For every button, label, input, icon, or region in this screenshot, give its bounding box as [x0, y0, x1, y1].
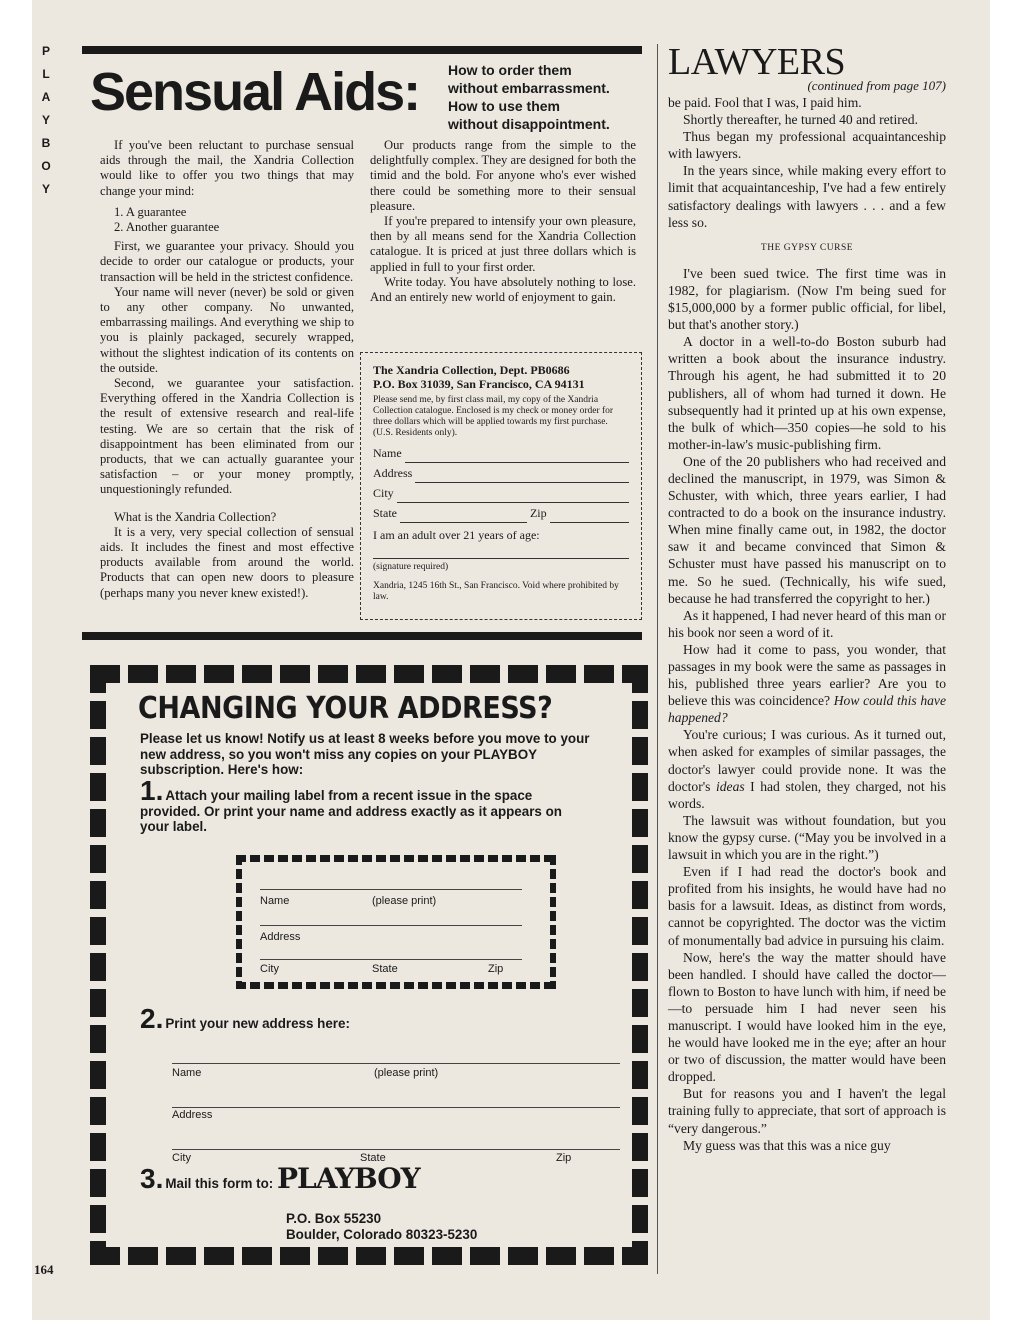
- step-number: 1.: [140, 775, 164, 806]
- coupon-address-line: The Xandria Collection, Dept. PB0686: [373, 363, 570, 377]
- border-bottom: [90, 1247, 648, 1265]
- coupon-city-field[interactable]: [373, 483, 629, 503]
- step-number: 2.: [140, 1003, 164, 1034]
- border-left: [90, 665, 106, 1265]
- label-city: City: [260, 963, 279, 975]
- label-zip: Zip: [488, 963, 504, 975]
- ad-title: Sensual Aids:: [90, 62, 420, 122]
- step-text: Attach your mailing label from a recent issue in the space provided. Or print your name and address exactly as it appears on your label.: [140, 788, 562, 834]
- step-text: Mail this form to:: [165, 1176, 274, 1191]
- article-paragraph: Thus began my professional acquaintanceship with lawyers.: [668, 129, 946, 162]
- article-paragraph: [668, 726, 946, 811]
- change-address-form: [90, 665, 648, 1265]
- page-number: 164: [34, 1262, 54, 1277]
- new-label-state: State: [360, 1152, 386, 1164]
- step-3: [140, 1162, 592, 1195]
- article-paragraph: Now, here's the way the matter should have been handled. I should have called the doctor—flown to Boston to have lunch with him, if need be—to persuade him I had never seen his manuscript. I would have looked him in the eye, he would have looked me in the eye; after an hour or two of discussion, the matter would have been dropped.: [668, 949, 946, 1085]
- new-address-line[interactable]: [172, 1107, 620, 1108]
- new-label-city: City: [172, 1152, 191, 1164]
- masthead-vertical: [40, 40, 52, 201]
- article-paragraph: As it happened, I had never heard of this man or his book nor seen a word of it.: [668, 607, 946, 640]
- label-border-left: [236, 855, 242, 989]
- article-paragraph: In the years since, while making every effort to limit that acquaintanceship, I've had a few entirely satisfactory dealings with lawyers . . . and a few less so.: [668, 163, 946, 230]
- new-label-please-print: (please print): [374, 1067, 439, 1079]
- article-paragraph: A doctor in a well-to-do Boston suburb had written a book about the insurance industry. Through his agent, he had submitted it to 20 publishers, all of whom had turned it down. He subsequently had it printed up at his own expense, the bulk of which—350 copies—he sold to his mother-in-law's music-publishing firm.: [668, 334, 946, 452]
- label-border-right: [550, 855, 556, 989]
- ad-bottom-rule: [82, 632, 642, 640]
- playboy-logo: PLAYBOY: [276, 1162, 420, 1195]
- field-label: Name: [373, 446, 402, 460]
- article-title: LAWYERS: [668, 41, 846, 83]
- step-2: [140, 1003, 592, 1034]
- ad-list-item: 1. A guarantee: [114, 204, 187, 219]
- article-paragraph: [668, 641, 946, 726]
- ad-subtitle-line: How to order them: [448, 62, 572, 78]
- ad-paragraph: Your name will never (never) be sold or given to any other company. No unwanted, embarrassing mailings. And everything we ship to you is plainly packaged, securely wrapped, without the slightest indication of its contents on the outside.: [100, 284, 354, 375]
- label-please-print: (please print): [372, 895, 437, 907]
- coupon-adult-line: [373, 525, 629, 545]
- label-border-top: [236, 855, 556, 862]
- ad-paragraph: Second, we guarantee your satisfaction. Everything offered in the Xandria Collection is the result of extensive research and real-life testing. We are so certain that the risk of disappointment has been eliminated from our products, that we can actually guarantee your satisfaction – or your money promptly, unquestioningly refunded.: [100, 376, 354, 497]
- mast-letter: B: [41, 136, 51, 150]
- article-paragraph: Shortly thereafter, he turned 40 and retired.: [683, 112, 918, 128]
- mast-letter: Y: [41, 182, 50, 196]
- mail-pobox: P.O. Box 55230: [286, 1211, 382, 1226]
- coupon-address-field[interactable]: [373, 463, 629, 483]
- mast-letter: P: [41, 44, 50, 58]
- ad-column-2: [370, 138, 636, 305]
- magazine-page: [32, 0, 990, 1320]
- mast-letter: A: [41, 90, 51, 104]
- order-coupon[interactable]: [360, 352, 642, 620]
- border-right: [632, 665, 648, 1265]
- coupon-address-line: P.O. Box 31039, San Francisco, CA 94131: [373, 377, 585, 391]
- field-label: State: [373, 506, 397, 520]
- label-address: Address: [260, 931, 301, 943]
- ad-top-rule: [82, 46, 642, 54]
- coupon-state-zip-field[interactable]: [373, 503, 629, 523]
- ad-paragraph: It is a very, very special collection of sensual aids. It includes the finest and most effective products available from around the world. Products that can open new doors to pleasure (perhaps many you never knew existed!).: [100, 524, 354, 600]
- article-paragraph: I've been sued twice. The first time was in 1982, for plagiarism. (Now I'm being sued for $15,000,000 by a former public official, for libel, but that's another story.): [668, 265, 946, 333]
- label-border-bottom: [236, 982, 556, 989]
- step-1: [140, 775, 592, 835]
- ad-subhead: What is the Xandria Collection?: [114, 509, 277, 524]
- ad-paragraph: If you're prepared to intensify your own pleasure, then by all means send for the Xandria Collection catalogue. It is priced at just three dollars which is applied in full to your first order.: [370, 214, 636, 274]
- article-body: [668, 94, 946, 1154]
- article-paragraph: But for reasons you and I haven't the legal training fully to appreciate, that sort of approach is “very dangerous.”: [668, 1086, 946, 1136]
- article-paragraph: be paid. Fool that I was, I paid him.: [668, 95, 862, 110]
- signature-caption: (signature required): [373, 562, 449, 572]
- signature-line[interactable]: [373, 545, 629, 559]
- text-run: How had it come to pass, you wonder, that passages in my book were the same as passages in his, published three years earlier? Are you to believe this was coincidence?: [668, 641, 946, 709]
- text-run: I had stolen, they charged, not his words.: [668, 778, 946, 811]
- new-city-line[interactable]: [172, 1149, 620, 1150]
- ad-subtitle-line: without disappointment.: [448, 116, 610, 132]
- ad-subtitle-line: without embarrassment.: [448, 80, 610, 96]
- ad-subtitle-line: How to use them: [448, 98, 561, 114]
- step-number: 3.: [140, 1163, 164, 1194]
- step-text: Print your new address here:: [165, 1016, 350, 1031]
- column-divider: [657, 44, 658, 1274]
- ad-paragraph: Write today. You have absolutely nothing to lose. And an entirely new world of enjoyment to gain.: [370, 274, 636, 305]
- label-state: State: [372, 963, 398, 975]
- article-paragraph: The lawsuit was without foundation, but you know the gypsy curse. (“May you be involved in a lawsuit in which you are in the right.”): [668, 812, 946, 863]
- ad-column-1: [100, 138, 354, 601]
- field-label: I am an adult over 21 years of age:: [373, 528, 540, 542]
- coupon-name-field[interactable]: [373, 443, 629, 463]
- article-paragraph: Even if I had read the doctor's book and profited from his insights, he would have had no basis for a lawsuit. Ideas, as distinct from words, cannot be copyrighted. The doctor was the victim of monumentally bad advice in pursuing his claim.: [668, 864, 946, 948]
- text-run: You're curious; I was curious. As it turned out, when asked for examples of similar passages, the doctor's lawyer could provide none. It was the doctor's: [668, 727, 946, 794]
- ad-paragraph: If you've been reluctant to purchase sensual aids through the mail, the Xandria Collection would like to offer you two things that may change your mind:: [100, 138, 354, 198]
- article-subhead: THE GYPSY CURSE: [760, 242, 854, 253]
- ad-paragraph: Our products range from the simple to the delightfully complex. They are designed for both the timid and the bold. For anyone who's ever wished there could be something more to their sensual pleasure.: [370, 138, 636, 213]
- article-paragraph: My guess was that this was a nice guy: [683, 1137, 891, 1153]
- ad-list-item: 2. Another guarantee: [114, 220, 220, 235]
- mast-letter: O: [41, 159, 51, 173]
- new-label-zip: Zip: [556, 1152, 572, 1164]
- address-form-title: CHANGING YOUR ADDRESS?: [138, 691, 553, 726]
- field-label: Address: [373, 466, 413, 480]
- field-label: City: [373, 486, 394, 500]
- mailing-label-area[interactable]: [236, 855, 556, 989]
- mast-letter: Y: [41, 113, 50, 127]
- border-top: [90, 665, 648, 683]
- new-name-line[interactable]: [172, 1063, 620, 1064]
- ad-paragraph: First, we guarantee your privacy. Should you decide to order our catalogue or products, your transaction will be held in the strictest confidence.: [100, 239, 354, 284]
- new-label-name: Name: [172, 1067, 202, 1079]
- text-run-italic: How could this have happened?: [668, 693, 946, 726]
- field-label: Zip: [529, 506, 547, 520]
- coupon-footer: Xandria, 1245 16th St., San Francisco. Void where prohibited by law.: [373, 581, 619, 602]
- label-name: Name: [260, 895, 290, 907]
- coupon-fine-print: Please send me, by first class mail, my copy of the Xandria Collection catalogue. Enclosed is my check or money order for three dollars which will be applied towards my first purchase. (U.S. Residents only).: [373, 395, 614, 438]
- continued-note: (continued from page 107): [807, 78, 946, 93]
- text-run-italic: ideas: [715, 778, 745, 794]
- mail-city: Boulder, Colorado 80323-5230: [286, 1227, 478, 1242]
- ad-subtitle: [448, 61, 648, 133]
- new-label-address: Address: [172, 1109, 213, 1121]
- article-paragraph: One of the 20 publishers who had received and declined the manuscript, in 1979, was Simon & Schuster, with which, three years earlier, I had contracted to do a book on the insurance industry. When mine finally came out, in 1982, the doctor saw it and became convinced that Simon & Schuster must have passed his manuscript on to me. So he sued. (Technically, his wife sued, because he had transferred the copyright to her.): [668, 453, 946, 606]
- mast-letter: L: [42, 67, 50, 81]
- address-form-intro: Please let us know! Notify us at least 8 weeks before you move to your new address, so you won't miss any copies on your PLAYBOY subscription. Here's how:: [140, 731, 590, 777]
